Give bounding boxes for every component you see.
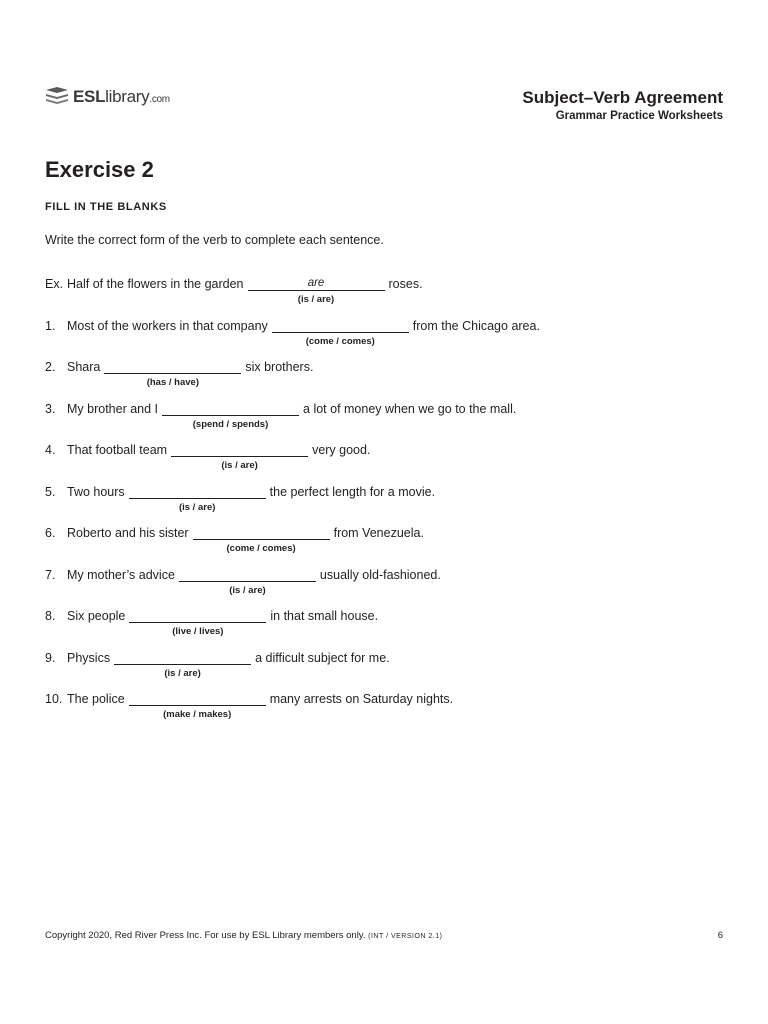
verb-choice-hint: (is / are): [229, 584, 266, 596]
item-number: 5.: [45, 484, 56, 499]
sentence-start: The police: [67, 692, 125, 706]
answer-blank[interactable]: [104, 358, 241, 388]
item-number: 2.: [45, 360, 56, 374]
item-number: 7.: [45, 567, 56, 582]
sentence-end: a lot of money when we go to the mall.: [303, 401, 517, 416]
item-number: 8.: [45, 609, 56, 623]
section-heading: FILL IN THE BLANKS: [45, 201, 167, 213]
exercise-item: [45, 398, 725, 440]
sentence-start: Two hours: [67, 484, 125, 499]
exercise-item: [45, 439, 725, 481]
exercise-item: [45, 564, 725, 606]
answer-blank[interactable]: [162, 400, 299, 430]
answer-blank[interactable]: [248, 275, 385, 305]
verb-choice-hint: (live / lives): [172, 626, 224, 637]
exercise-item: [45, 647, 725, 689]
sentence-end: many arrests on Saturday nights.: [269, 692, 454, 706]
verb-choice-hint: (make / makes): [163, 709, 232, 720]
verb-choice-hint: (come / comes): [305, 335, 375, 347]
sentence-end: usually old-fashioned.: [319, 567, 441, 582]
version-label: (INT / VERSION 2.1): [368, 933, 443, 940]
exercise-item: [45, 522, 725, 564]
example-item: [45, 273, 725, 315]
sentence-start: That football team: [67, 443, 168, 457]
worksheet-header: [522, 88, 723, 124]
verb-choice-hint: (has / have): [146, 377, 199, 388]
answer-blank[interactable]: [129, 690, 266, 720]
item-number: 3.: [45, 401, 56, 416]
answer-blank[interactable]: [129, 483, 266, 513]
verb-choice-hint: (is / are): [297, 294, 335, 305]
answer-blank[interactable]: [179, 566, 316, 596]
exercise-item: [45, 356, 725, 398]
sentence-end: roses.: [388, 277, 423, 291]
page-number: 6: [717, 930, 723, 941]
item-number: 10.: [45, 692, 63, 706]
sentence-end: in that small house.: [270, 609, 379, 623]
sentence-start: Most of the workers in that company: [67, 318, 268, 333]
item-number: 4.: [45, 443, 56, 457]
sentence-start: Half of the flowers in the garden: [67, 277, 244, 291]
answer-blank[interactable]: [129, 607, 266, 637]
exercise-list: [45, 273, 725, 730]
verb-choice-hint: (spend / spends): [192, 418, 269, 430]
verb-choice-hint: (is / are): [164, 667, 201, 679]
item-number: 9.: [45, 650, 56, 665]
item-number: Ex.: [45, 277, 64, 291]
answer-text: are: [307, 277, 325, 289]
sentence-end: from the Chicago area.: [412, 318, 540, 333]
instruction-text: Write the correct form of the verb to complete each sentence.: [45, 233, 384, 247]
sentence-start: My brother and I: [67, 401, 159, 416]
sentence-end: six brothers.: [245, 360, 314, 374]
book-stack-icon: [45, 86, 69, 106]
exercise-item: [45, 605, 725, 647]
sentence-start: Roberto and his sister: [67, 526, 189, 540]
answer-blank[interactable]: [114, 649, 251, 679]
verb-choice-hint: (is / are): [178, 501, 216, 513]
verb-choice-hint: (is / are): [221, 460, 258, 471]
sentence-start: Shara: [67, 360, 101, 374]
logo-wordmark: ESLlibrary.com: [73, 86, 170, 106]
exercise-title: Exercise 2: [45, 157, 154, 182]
item-number: 6.: [45, 526, 56, 540]
answer-blank[interactable]: [171, 441, 308, 471]
page-footer: [45, 930, 723, 941]
item-number: 1.: [45, 318, 56, 333]
sentence-start: My mother’s advice: [67, 567, 175, 582]
worksheet-title: Subject–Verb Agreement: [522, 88, 723, 107]
exercise-item: [45, 481, 725, 523]
exercise-item: [45, 688, 725, 730]
esl-library-logo: [45, 86, 170, 106]
sentence-end: very good.: [312, 443, 371, 457]
exercise-item: [45, 315, 725, 357]
copyright-notice: Copyright 2020, Red River Press Inc. For use by ESL Library members only. (INT / VERSION 2.1): [45, 930, 443, 941]
sentence-end: from Venezuela.: [333, 526, 424, 540]
sentence-start: Physics: [67, 650, 111, 665]
sentence-end: a difficult subject for me.: [255, 650, 390, 665]
verb-choice-hint: (come / comes): [226, 543, 296, 554]
worksheet-subtitle: Grammar Practice Worksheets: [555, 110, 723, 122]
sentence-end: the perfect length for a movie.: [269, 484, 436, 499]
answer-blank[interactable]: [272, 317, 409, 347]
sentence-start: Six people: [67, 609, 126, 623]
answer-blank[interactable]: [193, 524, 330, 554]
